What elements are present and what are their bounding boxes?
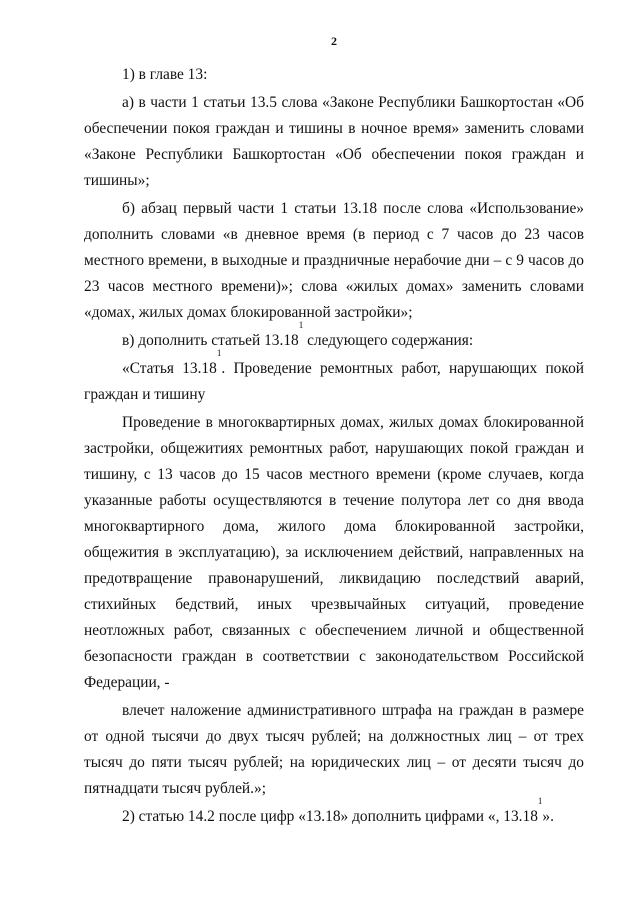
paragraph-b: б) абзац первый части 1 статьи 13.18 после слова «Использование» дополнить словами «в дневное время (в период с 7 часов до 23 часов местного времени, в выходные и праздничные нерабочие дни – с 9 часов до 23 часов местного времени)»; слова «жилых домах» заменить словами «домах, жилых домах блокированной застройки»;: [84, 200, 584, 321]
superscript: 1: [216, 348, 222, 358]
paragraph-2: [84, 796, 584, 830]
paragraph-a: а) в части 1 статьи 13.5 слова «Законе Республики Башкортостан «Об обеспечении покоя граждан и тишины в ночное время» заменить словами «Законе Республики Башкортостан «Об обеспечении покоя граждан и тишины»;: [84, 94, 584, 189]
paragraph-c-text: в) дополнить статьей 13.18: [122, 332, 299, 349]
document-body: [84, 62, 584, 832]
article-title: [84, 348, 584, 408]
paragraph-2-text: 2) статью 14.2 после цифр «13.18» дополнить цифрами «, 13.18: [122, 808, 538, 825]
paragraph-c: [84, 320, 584, 354]
article-title-text-end: . Проведение ремонтных работ, нарушающих покой граждан и тишину: [84, 360, 584, 403]
superscript: 1: [298, 320, 304, 330]
paragraph-2-text-end: ».: [542, 808, 554, 825]
paragraph-chapter-13: 1) в главе 13:: [122, 66, 208, 83]
paragraph-c-text-end: следующего содержания:: [303, 332, 474, 349]
page-number: 2: [331, 34, 337, 48]
article-body: Проведение в многоквартирных домах, жилых домах блокированной застройки, общежитиях ремонтных работ, нарушающих покой граждан и тишину, с 13 часов до 15 часов местного времени (кроме случаев, когда указанные работы осуществляются в течение полутора лет со дня ввода многоквартирного дома, жилого дома блокированной застройки, общежития в эксплуатацию), за исключением действий, направленных на предотвращение правонарушений, ликвидацию последствий аварий, стихийных бедствий, иных чрезвычайных ситуаций, проведение неотложных работ, связанных с обеспечением личной и общественной безопасности граждан в соответствии с законодательством Российской Федерации, -: [84, 414, 584, 691]
article-title-text: «Статья 13.18: [122, 360, 217, 377]
article-penalty: влечет наложение административного штрафа на граждан в размере от одной тысячи до двух тысяч рублей; на должностных лиц – от трех тысяч до пяти тысяч рублей; на юридических лиц – от десяти тысяч до пятнадцати тысяч рублей.»;: [84, 702, 584, 797]
superscript: 1: [537, 796, 543, 806]
